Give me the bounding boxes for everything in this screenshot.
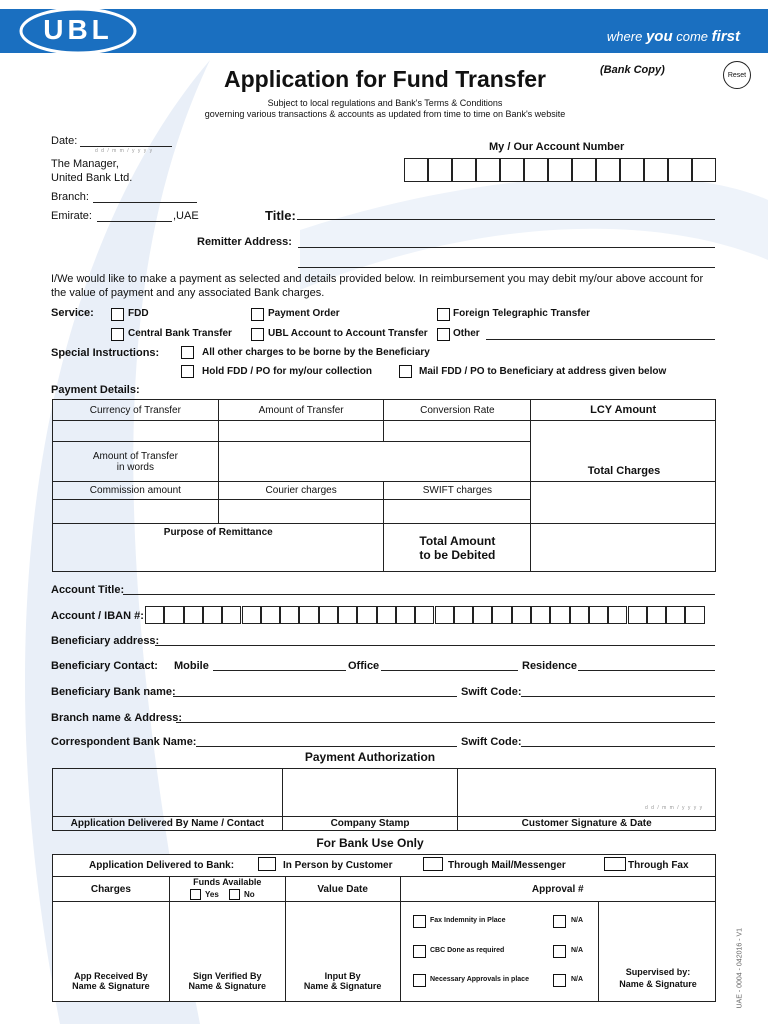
supervised-label: Supervised by: Name & Signature	[619, 967, 697, 989]
total-debit-field[interactable]	[531, 524, 716, 572]
swift-code2-field[interactable]	[521, 746, 715, 747]
logo-text: UBL	[43, 14, 113, 45]
payment-order-checkbox[interactable]	[251, 308, 264, 321]
iban-char-box[interactable]	[589, 606, 608, 624]
remitter-field-1[interactable]	[298, 247, 715, 248]
in-person-label: In Person by Customer	[283, 860, 393, 871]
account-digit-box[interactable]	[620, 158, 644, 182]
delivered-to-bank-label: Application Delivered to Bank:	[89, 860, 235, 871]
bank-use-heading: For Bank Use Only	[316, 836, 424, 850]
purpose-field[interactable]: Purpose of Remittance	[53, 524, 384, 572]
hold-fdd-checkbox[interactable]	[181, 365, 194, 378]
iban-char-box[interactable]	[377, 606, 396, 624]
rate-field[interactable]	[384, 421, 531, 442]
tagline: where you come first	[606, 28, 740, 45]
reset-button[interactable]: Reset	[723, 61, 751, 89]
swift-code2-label: Swift Code:	[461, 736, 522, 748]
total-charges-field[interactable]	[531, 482, 716, 524]
iban-char-box[interactable]	[531, 606, 550, 624]
emirate-suffix: ,UAE	[173, 210, 199, 222]
iban-char-box[interactable]	[608, 606, 627, 624]
iban-char-box[interactable]	[242, 606, 261, 624]
signature-date-hint: d d / m m / y y y y	[645, 805, 704, 811]
special-instructions-label: Special Instructions:	[51, 347, 160, 359]
beneficiary-address-field[interactable]	[155, 645, 715, 646]
lcy-header: LCY Amount	[531, 400, 716, 421]
foreign-tt-checkbox[interactable]	[437, 308, 450, 321]
form-title: Application for Fund Transfer	[223, 66, 546, 92]
date-label: Date:	[51, 135, 78, 147]
cbc-done-label: CBC Done as required	[430, 947, 505, 954]
iban-char-box[interactable]	[550, 606, 569, 624]
mail-messenger-checkbox[interactable]	[423, 857, 443, 871]
ubl-a2a-label: UBL Account to Account Transfer	[268, 328, 428, 339]
iban-label: Account / IBAN #:	[51, 610, 144, 622]
iban-char-box[interactable]	[435, 606, 454, 624]
iban-char-box[interactable]	[570, 606, 589, 624]
iban-char-box[interactable]	[415, 606, 434, 624]
courier-field[interactable]	[218, 500, 384, 524]
correspondent-bank-label: Correspondent Bank Name:	[51, 736, 197, 748]
sign-verified-cell[interactable]: Sign Verified By Name & Signature	[169, 902, 285, 1002]
payment-details-table	[52, 399, 716, 572]
iban-char-box[interactable]	[357, 606, 376, 624]
charges-beneficiary-checkbox[interactable]	[181, 346, 194, 359]
iban-char-box[interactable]	[261, 606, 280, 624]
necessary-approvals-checkbox[interactable]	[413, 974, 426, 987]
company-stamp-label: Company Stamp	[282, 817, 458, 831]
fax-indemnity-na-label: N/A	[571, 917, 584, 924]
swift-field[interactable]	[384, 500, 531, 524]
account-digit-box[interactable]	[476, 158, 500, 182]
currency-field[interactable]	[53, 421, 219, 442]
account-digit-box[interactable]	[668, 158, 692, 182]
subtitle-line-2: governing various transactions & accounts as updated from time to time on Bank's website	[204, 109, 566, 119]
swift-code-field[interactable]	[521, 696, 715, 697]
necessary-approvals-label: Necessary Approvals in place	[430, 976, 529, 983]
charges-beneficiary-label: All other charges to be borne by the Beneficiary	[202, 347, 430, 358]
input-by-cell[interactable]: Input By Name & Signature	[285, 902, 400, 1002]
in-words-label: Amount of Transfer in words	[53, 442, 219, 482]
in-person-checkbox[interactable]	[258, 857, 276, 871]
funds-no-checkbox[interactable]	[229, 889, 240, 900]
mobile-field[interactable]	[213, 670, 346, 671]
iban-char-box[interactable]	[164, 606, 183, 624]
iban-char-box[interactable]	[685, 606, 704, 624]
payment-order-label: Payment Order	[268, 308, 340, 319]
iban-char-box[interactable]	[492, 606, 511, 624]
iban-char-box[interactable]	[203, 606, 222, 624]
iban-char-box[interactable]	[184, 606, 203, 624]
emirate-field[interactable]	[97, 221, 172, 222]
fax-indemnity-na-checkbox[interactable]	[553, 915, 566, 928]
manager-text: The Manager,	[51, 158, 119, 170]
account-digit-box[interactable]	[572, 158, 596, 182]
iban-char-box[interactable]	[396, 606, 415, 624]
date-hint: d d / m m / y y y y	[95, 148, 154, 154]
office-field[interactable]	[381, 670, 518, 671]
through-fax-label: Through Fax	[628, 860, 689, 871]
payment-details-label: Payment Details:	[51, 384, 140, 396]
account-digit-box[interactable]	[596, 158, 620, 182]
residence-label: Residence	[522, 660, 578, 672]
swift-header: SWIFT charges	[384, 482, 531, 500]
fax-indemnity-label: Fax Indemnity in Place	[430, 917, 506, 924]
service-label: Service:	[51, 307, 94, 319]
company-stamp-field[interactable]	[282, 769, 458, 817]
funds-available-header: Funds Available	[169, 877, 285, 902]
charges-header: Charges	[53, 877, 170, 902]
other-label: Other	[453, 328, 480, 339]
beneficiary-contact-label: Beneficiary Contact:	[51, 660, 158, 672]
approval-header: Approval #	[400, 877, 715, 902]
hold-fdd-label: Hold FDD / PO for my/our collection	[202, 366, 373, 377]
payment-authorization-heading: Payment Authorization	[304, 750, 436, 764]
iban-char-box[interactable]	[338, 606, 357, 624]
ubl-a2a-checkbox[interactable]	[251, 328, 264, 341]
office-label: Office	[348, 660, 380, 672]
account-digit-box[interactable]	[500, 158, 524, 182]
mail-fdd-checkbox[interactable]	[399, 365, 412, 378]
account-digit-box[interactable]	[452, 158, 476, 182]
commission-header: Commission amount	[53, 482, 219, 500]
fdd-checkbox[interactable]	[111, 308, 124, 321]
residence-field[interactable]	[578, 670, 715, 671]
account-number-label: My / Our Account Number	[489, 141, 625, 153]
funds-yes-label: Yes	[205, 890, 219, 899]
courier-header: Courier charges	[218, 482, 384, 500]
account-digit-box[interactable]	[644, 158, 668, 182]
beneficiary-address-label: Beneficiary address:	[51, 635, 160, 647]
amount-header: Amount of Transfer	[218, 400, 384, 421]
account-digit-box[interactable]	[428, 158, 452, 182]
account-digit-box[interactable]	[404, 158, 428, 182]
commission-field[interactable]	[53, 500, 219, 524]
beneficiary-bank-field[interactable]	[173, 696, 457, 697]
cbc-done-checkbox[interactable]	[413, 945, 426, 958]
bank-copy-label: (Bank Copy)	[600, 64, 665, 76]
form-code: UAE - 0004 - 042016 - V1	[736, 927, 744, 1009]
total-debit-label: Total Amount to be Debited	[384, 524, 531, 572]
title-field[interactable]	[297, 219, 715, 220]
value-date-header: Value Date	[285, 877, 400, 902]
other-field[interactable]	[486, 339, 715, 340]
iban-char-box[interactable]	[319, 606, 338, 624]
iban-char-box[interactable]	[628, 606, 647, 624]
branch-address-label: Branch name & Address:	[51, 712, 183, 724]
rate-header: Conversion Rate	[384, 400, 531, 421]
through-fax-checkbox[interactable]	[604, 857, 626, 871]
iban-char-box[interactable]	[666, 606, 685, 624]
date-field[interactable]	[80, 146, 172, 147]
cbc-done-na-label: N/A	[571, 947, 584, 954]
iban-char-box[interactable]	[280, 606, 299, 624]
branch-label: Branch:	[51, 191, 89, 203]
remitter-field-2[interactable]	[298, 267, 715, 268]
intro-paragraph: I/We would like to make a payment as selected and details provided below. In reimbursement you may debit my/our above account for the value of payment and any associated Bank charges.	[51, 273, 704, 299]
account-title-label: Account Title:	[51, 584, 125, 596]
account-digit-box[interactable]	[524, 158, 548, 182]
bank-name-text: United Bank Ltd.	[51, 172, 133, 184]
iban-char-box[interactable]	[473, 606, 492, 624]
swift-code-label: Swift Code:	[461, 686, 522, 698]
account-digit-box[interactable]	[692, 158, 716, 182]
branch-address-field[interactable]	[176, 722, 715, 723]
mobile-label: Mobile	[174, 660, 209, 672]
cbc-done-na-checkbox[interactable]	[553, 945, 566, 958]
iban-char-box[interactable]	[222, 606, 241, 624]
funds-yes-checkbox[interactable]	[190, 889, 201, 900]
branch-field[interactable]	[93, 202, 197, 203]
delivered-by-field[interactable]	[53, 769, 283, 817]
delivered-by-label: Application Delivered By Name / Contact	[53, 817, 283, 831]
mail-fdd-label: Mail FDD / PO to Beneficiary at address given below	[419, 366, 667, 377]
central-bank-checkbox[interactable]	[111, 328, 124, 341]
funds-no-label: No	[244, 890, 255, 899]
account-title-field[interactable]	[123, 594, 715, 595]
iban-char-box[interactable]	[145, 606, 164, 624]
foreign-tt-label: Foreign Telegraphic Transfer	[453, 308, 591, 319]
account-digit-box[interactable]	[548, 158, 572, 182]
other-checkbox[interactable]	[437, 328, 450, 341]
supervised-divider	[598, 901, 599, 1002]
iban-char-box[interactable]	[454, 606, 473, 624]
correspondent-bank-field[interactable]	[196, 746, 457, 747]
iban-char-box[interactable]	[299, 606, 318, 624]
iban-char-box[interactable]	[512, 606, 531, 624]
currency-header: Currency of Transfer	[53, 400, 219, 421]
fdd-label: FDD	[128, 308, 149, 319]
fax-indemnity-checkbox[interactable]	[413, 915, 426, 928]
ubl-logo	[18, 6, 138, 56]
necessary-approvals-na-label: N/A	[571, 976, 584, 983]
mail-messenger-label: Through Mail/Messenger	[448, 860, 566, 871]
emirate-label: Emirate:	[51, 210, 92, 222]
in-words-field[interactable]	[218, 442, 531, 482]
central-bank-label: Central Bank Transfer	[128, 328, 232, 339]
beneficiary-bank-label: Beneficiary Bank name:	[51, 686, 176, 698]
title-label: Title:	[265, 208, 296, 223]
subtitle-line-1: Subject to local regulations and Bank's Terms & Conditions	[267, 98, 503, 108]
remitter-label: Remitter Address:	[197, 236, 292, 248]
necessary-approvals-na-checkbox[interactable]	[553, 974, 566, 987]
authorization-table	[52, 768, 716, 831]
app-received-cell[interactable]: App Received By Name & Signature	[53, 902, 170, 1002]
customer-signature-label: Customer Signature & Date	[458, 817, 716, 831]
iban-char-box[interactable]	[647, 606, 666, 624]
total-charges-label: Total Charges	[587, 465, 661, 477]
amount-field[interactable]	[218, 421, 384, 442]
